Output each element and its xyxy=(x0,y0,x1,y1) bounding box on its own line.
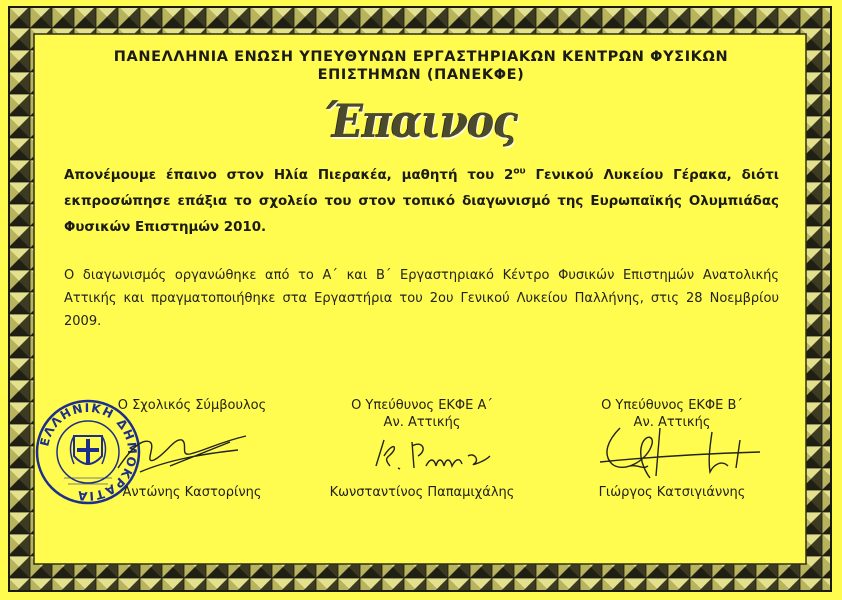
svg-text:ΕΛΛΗΝΙΚΗ ΔΗΜΟΚΡΑΤΙΑ: ΕΛΛΗΝΙΚΗ ΔΗΜΟΚΡΑΤΙΑ xyxy=(37,400,140,504)
signatory-region: Αν. Αττικής xyxy=(383,415,461,430)
signatory-region: Αν. Αττικής xyxy=(633,415,711,430)
award-text-before: Απονέμουμε έπαινο στον Ηλία Πιερακέα, μαθητή του 2 xyxy=(64,168,514,183)
signatory-name: Γιώργος Κατσιγιάννης xyxy=(598,485,746,500)
signatory-role: Ο Σχολικός Σύμβουλος xyxy=(117,398,267,413)
handwritten-signature xyxy=(364,436,504,474)
coat-of-arms-icon xyxy=(71,436,106,465)
signatory-role: Ο Υπεύθυνος ΕΚΦΕ Α΄ xyxy=(351,398,493,413)
handwritten-signature xyxy=(590,420,770,480)
handwritten-signature xyxy=(110,420,260,478)
signatory-name: Αντώνης Καστορίνης xyxy=(122,485,262,500)
signatory-role: Ο Υπεύθυνος ΕΚΦΕ Β΄ xyxy=(601,398,743,413)
certificate-title: Έπαινος xyxy=(324,94,518,148)
signatory-name: Κωνσταντίνος Παπαμιχάλης xyxy=(329,485,515,500)
award-text-after: Γενικού Λυκείου Γέρακα, διότι εκπροσώπησε επάξια το σχολείο του στον τοπικό διαγωνισμό της Ευρωπαϊκής Ολυμπιάδας Φυσικών Επιστημών 2010. xyxy=(64,168,780,235)
competition-details: Ο διαγωνισμός οργανώθηκε από το Α΄ και Β΄ Εργαστηριακό Κέντρο Φυσικών Επιστημών Ανατολικής Αττικής και πραγματοποιήθηκε στα Εργαστήρια του 2ου Γενικού Λυκείου Παλλήνης, στις 28 Νοεμβρίου 2009. xyxy=(64,268,779,329)
organization-heading: ΠΑΝΕΛΛΗΝΙΑ ΕΝΩΣΗ ΥΠΕΥΘΥΝΩΝ ΕΡΓΑΣΤΗΡΙΑΚΩΝ ΚΕΝΤΡΩΝ ΦΥΣΙΚΩΝ ΕΠΙΣΤΗΜΩΝ (ΠΑΝΕΚΦΕ) xyxy=(113,49,729,83)
award-superscript: ου xyxy=(513,166,526,177)
award-text xyxy=(64,163,779,241)
